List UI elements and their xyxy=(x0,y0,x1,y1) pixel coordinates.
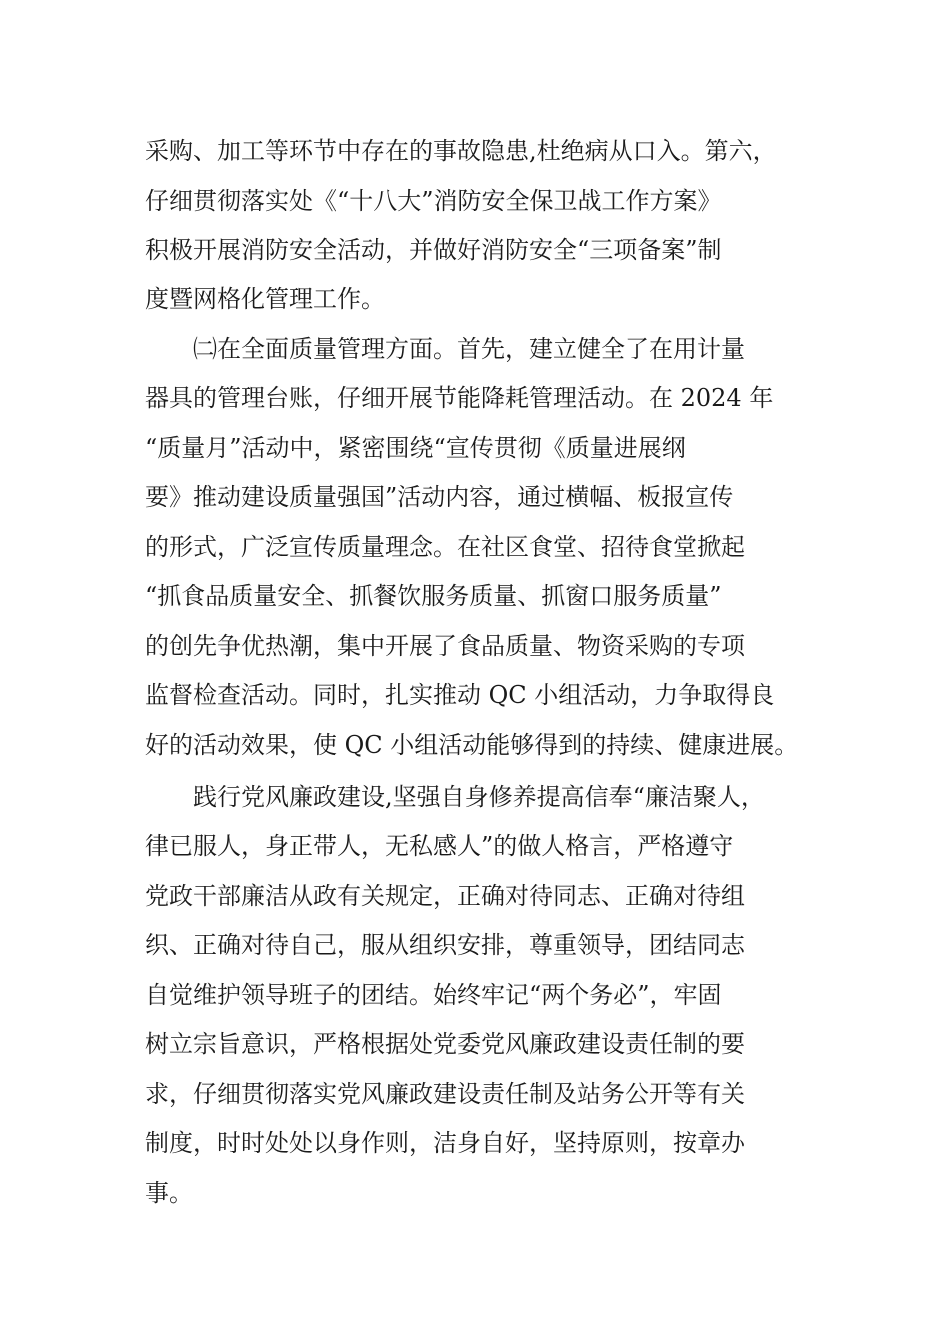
text-line: “质量月”活动中，紧密围绕“宣传贯彻《质量进展纲 xyxy=(145,434,686,462)
text-line: 器具的管理台账，仔细开展节能降耗管理活动。在 2024 年 xyxy=(145,384,774,412)
paragraph-first-line: ㈡在全面质量管理方面。首先，建立健全了在用计量 xyxy=(193,335,745,363)
text-line: 仔细贯彻落实处《“十八大”消防安全保卫战工作方案》 xyxy=(145,187,722,215)
text-line: 织、正确对待自己，服从组织安排，尊重领导，团结同志 xyxy=(145,931,745,959)
text-line: 制度，时时处处以身作则，洁身自好，坚持原则，按章办 xyxy=(145,1129,745,1157)
text-line: 要》推动建设质量强国”活动内容，通过横幅、板报宣传 xyxy=(145,483,734,511)
text-line: 积极开展消防安全活动，并做好消防安全“三项备案”制 xyxy=(145,236,722,264)
text-line: 树立宗旨意识，严格根据处党委党风廉政建设责任制的要 xyxy=(145,1030,745,1058)
text-line: 事。 xyxy=(145,1179,193,1207)
text-line: 度暨网格化管理工作。 xyxy=(145,285,385,313)
text-line: 的形式，广泛宣传质量理念。在社区食堂、招待食堂掀起 xyxy=(145,533,745,561)
paragraph-first-line: 践行党风廉政建设,坚强自身修养提高信奉“廉洁聚人， xyxy=(193,783,765,811)
text-line: 党政干部廉洁从政有关规定，正确对待同志、正确对待组 xyxy=(145,882,745,910)
text-line: 求，仔细贯彻落实党风廉政建设责任制及站务公开等有关 xyxy=(145,1080,745,1108)
text-line: 的创先争优热潮，集中开展了食品质量、物资采购的专项 xyxy=(145,632,745,660)
text-line: “抓食品质量安全、抓餐饮服务质量、抓窗口服务质量” xyxy=(145,582,722,610)
text-line: 律已服人，身正带人，无私感人”的做人格言，严格遵守 xyxy=(145,832,734,860)
text-line: 自觉维护领导班子的团结。始终牢记“两个务必”，牢固 xyxy=(145,981,722,1009)
text-line: 好的活动效果，使 QC 小组活动能够得到的持续、健康进展。 xyxy=(145,731,799,759)
text-line: 采购、加工等环节中存在的事故隐患,杜绝病从口入。第六， xyxy=(145,137,777,165)
text-line: 监督检查活动。同时，扎实推动 QC 小组活动，力争取得良 xyxy=(145,681,775,709)
